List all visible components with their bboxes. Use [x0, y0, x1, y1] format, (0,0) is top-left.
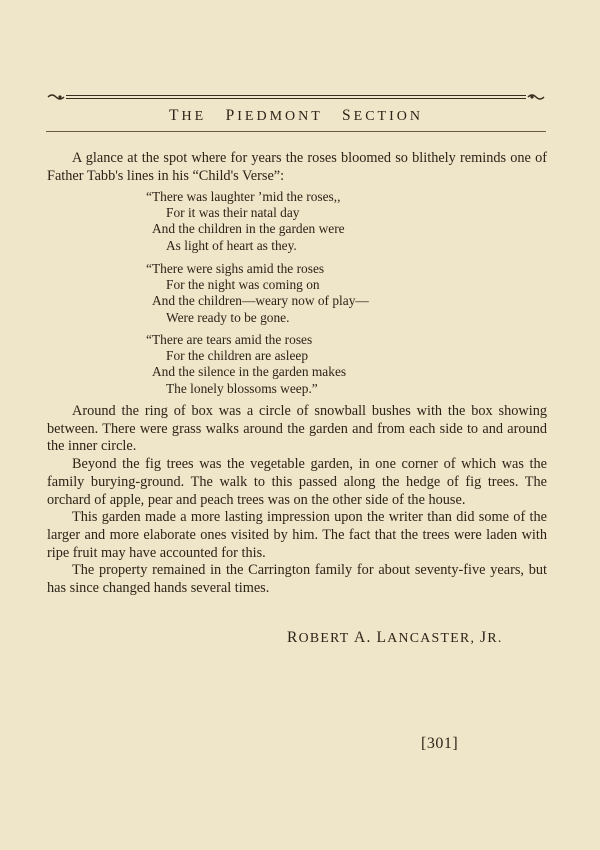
poem-stanza — [146, 189, 345, 254]
poem-line: For it was their natal day — [166, 205, 300, 221]
poem-line: Were ready to be gone. — [166, 309, 290, 325]
poem-stanza — [146, 332, 346, 397]
poem-line: As light of heart as they. — [166, 237, 297, 253]
poem-line: And the silence in the garden makes — [152, 364, 347, 380]
running-head-word: THE — [168, 107, 207, 124]
running-head-word: PIEDMONT — [225, 107, 323, 124]
running-head — [46, 107, 546, 125]
body-paragraph: Around the ring of box was a circle of snowball bushes with the box showing between. There were grass walks around the garden and from each side to and around the inner circle. — [47, 403, 547, 455]
poem-line: “There are tears amid the roses — [146, 332, 313, 347]
author-signature: ROBERT A. LANCASTER, JR. — [287, 629, 503, 646]
body-paragraph: This garden made a more lasting impression upon the writer than did some of the larger and more elaborate ones visited by him. The fact that the trees were laden with ripe fruit may have accounted for this. — [47, 509, 547, 561]
poem-line: And the children—weary now of play— — [152, 293, 369, 309]
poem-line: For the children are asleep — [166, 348, 309, 364]
intro-text: A glance at the spot where for years the roses bloomed so blithely reminds one of Father Tabb's lines in his “Child's Verse”: — [47, 150, 547, 184]
body-paragraph: Beyond the fig trees was the vegetable garden, in one corner of which was the family burying-ground. The walk to this passed along the hedge of fig trees. The orchard of apple, pear and peach trees was on the other side of the house. — [47, 456, 547, 508]
poem-line: For the night was coming on — [166, 277, 320, 293]
poem-stanza — [146, 261, 369, 326]
page-number: [301] — [421, 735, 459, 752]
running-head-word: SECTION — [342, 107, 423, 124]
poem-line: “There were sighs amid the roses — [146, 261, 325, 276]
header-ornament-rule — [46, 93, 546, 101]
intro-paragraph — [47, 150, 547, 185]
poem-line: The lonely blossoms weep.” — [166, 380, 318, 396]
poem-line: And the children in the garden were — [152, 221, 345, 237]
body-text — [47, 403, 547, 598]
body-paragraph: The property remained in the Carrington family for about seventy-five years, but has since changed hands several times. — [47, 562, 547, 597]
header-rule — [46, 131, 546, 132]
poem-line: “There was laughter ’mid the roses,, — [146, 189, 341, 204]
